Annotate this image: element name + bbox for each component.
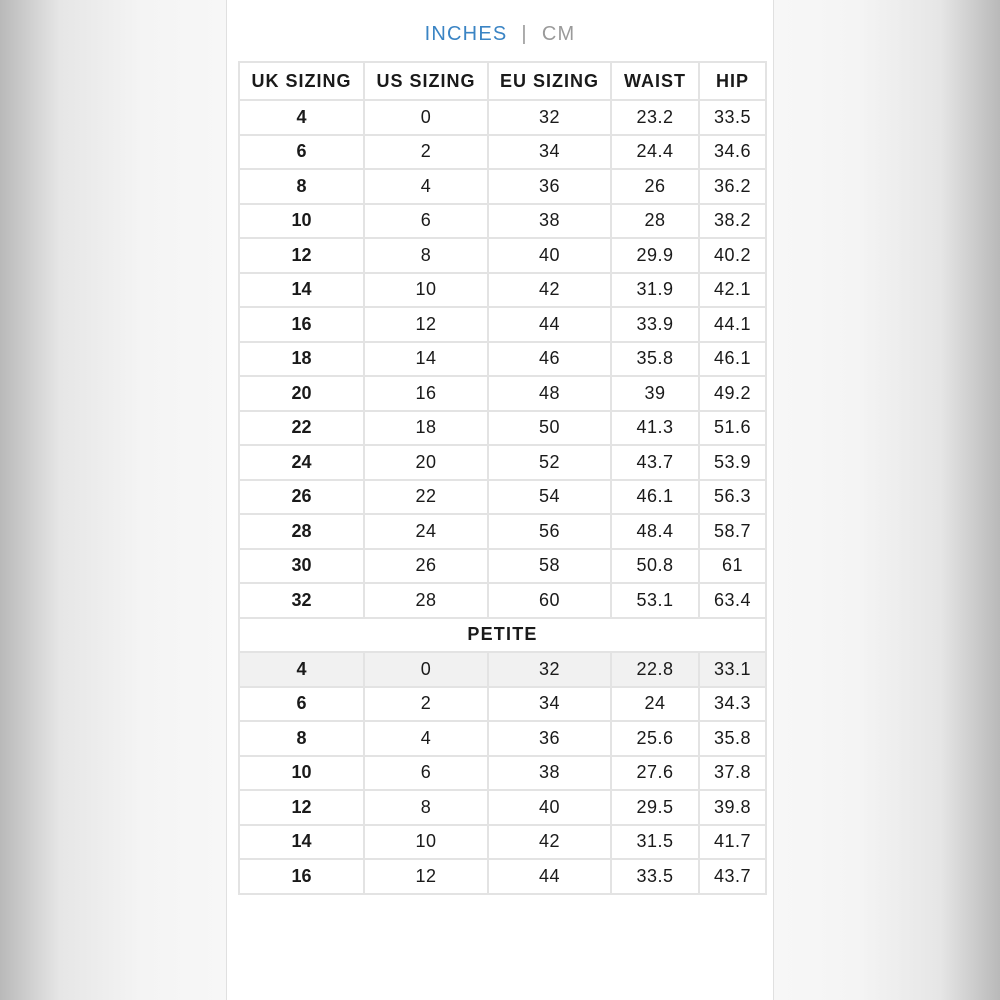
table-row [239, 135, 766, 170]
waist-cell: 50.8 [611, 549, 699, 584]
hip-cell: 39.8 [699, 790, 766, 825]
uk-size-cell: 8 [239, 721, 364, 756]
uk-size-cell: 10 [239, 204, 364, 239]
us-size-cell: 28 [364, 583, 488, 618]
uk-size-cell: 12 [239, 238, 364, 273]
eu-size-cell: 48 [488, 376, 611, 411]
waist-cell: 27.6 [611, 756, 699, 791]
table-row [239, 480, 766, 515]
hip-cell: 34.6 [699, 135, 766, 170]
uk-size-cell: 18 [239, 342, 364, 377]
size-table [238, 61, 767, 895]
us-size-cell: 4 [364, 169, 488, 204]
eu-size-cell: 56 [488, 514, 611, 549]
hip-cell: 43.7 [699, 859, 766, 894]
hip-cell: 63.4 [699, 583, 766, 618]
waist-cell: 33.5 [611, 859, 699, 894]
table-row [239, 790, 766, 825]
us-size-cell: 4 [364, 721, 488, 756]
eu-size-cell: 38 [488, 204, 611, 239]
hip-cell: 49.2 [699, 376, 766, 411]
table-row [239, 307, 766, 342]
eu-size-cell: 44 [488, 307, 611, 342]
header-eu-sizing: EU SIZING [488, 62, 611, 100]
waist-cell: 24.4 [611, 135, 699, 170]
table-row [239, 514, 766, 549]
hip-cell: 33.1 [699, 652, 766, 687]
uk-size-cell: 16 [239, 307, 364, 342]
table-row [239, 687, 766, 722]
waist-cell: 43.7 [611, 445, 699, 480]
petite-section-label: PETITE [239, 618, 766, 653]
eu-size-cell: 36 [488, 721, 611, 756]
hip-cell: 35.8 [699, 721, 766, 756]
table-row [239, 549, 766, 584]
hip-cell: 37.8 [699, 756, 766, 791]
hip-cell: 34.3 [699, 687, 766, 722]
hip-cell: 46.1 [699, 342, 766, 377]
header-row [239, 62, 766, 100]
waist-cell: 41.3 [611, 411, 699, 446]
us-size-cell: 20 [364, 445, 488, 480]
waist-cell: 31.9 [611, 273, 699, 308]
hip-cell: 40.2 [699, 238, 766, 273]
table-row [239, 859, 766, 894]
hip-cell: 58.7 [699, 514, 766, 549]
us-size-cell: 26 [364, 549, 488, 584]
hip-cell: 33.5 [699, 100, 766, 135]
header-us-sizing: US SIZING [364, 62, 488, 100]
waist-cell: 46.1 [611, 480, 699, 515]
unit-separator: | [521, 22, 528, 45]
us-size-cell: 14 [364, 342, 488, 377]
uk-size-cell: 6 [239, 135, 364, 170]
size-guide-card [226, 0, 774, 1000]
uk-size-cell: 32 [239, 583, 364, 618]
us-size-cell: 24 [364, 514, 488, 549]
uk-size-cell: 30 [239, 549, 364, 584]
eu-size-cell: 32 [488, 652, 611, 687]
waist-cell: 25.6 [611, 721, 699, 756]
hip-cell: 51.6 [699, 411, 766, 446]
unit-toggle [227, 20, 773, 48]
uk-size-cell: 14 [239, 825, 364, 860]
hip-cell: 53.9 [699, 445, 766, 480]
uk-size-cell: 10 [239, 756, 364, 791]
eu-size-cell: 34 [488, 135, 611, 170]
eu-size-cell: 58 [488, 549, 611, 584]
eu-size-cell: 44 [488, 859, 611, 894]
table-row [239, 756, 766, 791]
us-size-cell: 2 [364, 135, 488, 170]
eu-size-cell: 42 [488, 825, 611, 860]
uk-size-cell: 16 [239, 859, 364, 894]
table-row [239, 100, 766, 135]
table-row [239, 376, 766, 411]
us-size-cell: 16 [364, 376, 488, 411]
table-row [239, 411, 766, 446]
waist-cell: 24 [611, 687, 699, 722]
uk-size-cell: 24 [239, 445, 364, 480]
eu-size-cell: 40 [488, 238, 611, 273]
waist-cell: 31.5 [611, 825, 699, 860]
us-size-cell: 2 [364, 687, 488, 722]
table-row [239, 342, 766, 377]
hip-cell: 56.3 [699, 480, 766, 515]
us-size-cell: 18 [364, 411, 488, 446]
us-size-cell: 0 [364, 652, 488, 687]
uk-size-cell: 22 [239, 411, 364, 446]
header-uk-sizing: UK SIZING [239, 62, 364, 100]
hip-cell: 61 [699, 549, 766, 584]
uk-size-cell: 6 [239, 687, 364, 722]
us-size-cell: 6 [364, 204, 488, 239]
unit-cm-tab[interactable]: CM [541, 22, 576, 45]
uk-size-cell: 4 [239, 100, 364, 135]
eu-size-cell: 54 [488, 480, 611, 515]
us-size-cell: 10 [364, 825, 488, 860]
us-size-cell: 22 [364, 480, 488, 515]
eu-size-cell: 32 [488, 100, 611, 135]
eu-size-cell: 60 [488, 583, 611, 618]
us-size-cell: 0 [364, 100, 488, 135]
eu-size-cell: 52 [488, 445, 611, 480]
table-row [239, 204, 766, 239]
uk-size-cell: 14 [239, 273, 364, 308]
uk-size-cell: 20 [239, 376, 364, 411]
hip-cell: 44.1 [699, 307, 766, 342]
hip-cell: 41.7 [699, 825, 766, 860]
waist-cell: 26 [611, 169, 699, 204]
header-hip: HIP [699, 62, 766, 100]
waist-cell: 33.9 [611, 307, 699, 342]
hip-cell: 42.1 [699, 273, 766, 308]
eu-size-cell: 40 [488, 790, 611, 825]
eu-size-cell: 50 [488, 411, 611, 446]
us-size-cell: 12 [364, 859, 488, 894]
unit-inches-tab[interactable]: INCHES [424, 22, 508, 45]
table-row [239, 825, 766, 860]
us-size-cell: 12 [364, 307, 488, 342]
waist-cell: 48.4 [611, 514, 699, 549]
hip-cell: 36.2 [699, 169, 766, 204]
uk-size-cell: 8 [239, 169, 364, 204]
uk-size-cell: 4 [239, 652, 364, 687]
hip-cell: 38.2 [699, 204, 766, 239]
us-size-cell: 8 [364, 790, 488, 825]
eu-size-cell: 42 [488, 273, 611, 308]
uk-size-cell: 12 [239, 790, 364, 825]
uk-size-cell: 28 [239, 514, 364, 549]
waist-cell: 29.9 [611, 238, 699, 273]
table-row [239, 445, 766, 480]
waist-cell: 35.8 [611, 342, 699, 377]
waist-cell: 23.2 [611, 100, 699, 135]
header-waist: WAIST [611, 62, 699, 100]
waist-cell: 28 [611, 204, 699, 239]
eu-size-cell: 46 [488, 342, 611, 377]
table-row [239, 721, 766, 756]
table-row [239, 238, 766, 273]
table-row [239, 583, 766, 618]
table-row [239, 273, 766, 308]
petite-section-row [239, 618, 766, 653]
table-row [239, 652, 766, 687]
us-size-cell: 6 [364, 756, 488, 791]
us-size-cell: 10 [364, 273, 488, 308]
waist-cell: 29.5 [611, 790, 699, 825]
table-row [239, 169, 766, 204]
eu-size-cell: 36 [488, 169, 611, 204]
us-size-cell: 8 [364, 238, 488, 273]
uk-size-cell: 26 [239, 480, 364, 515]
waist-cell: 39 [611, 376, 699, 411]
waist-cell: 22.8 [611, 652, 699, 687]
waist-cell: 53.1 [611, 583, 699, 618]
table-body [239, 100, 766, 894]
eu-size-cell: 34 [488, 687, 611, 722]
eu-size-cell: 38 [488, 756, 611, 791]
